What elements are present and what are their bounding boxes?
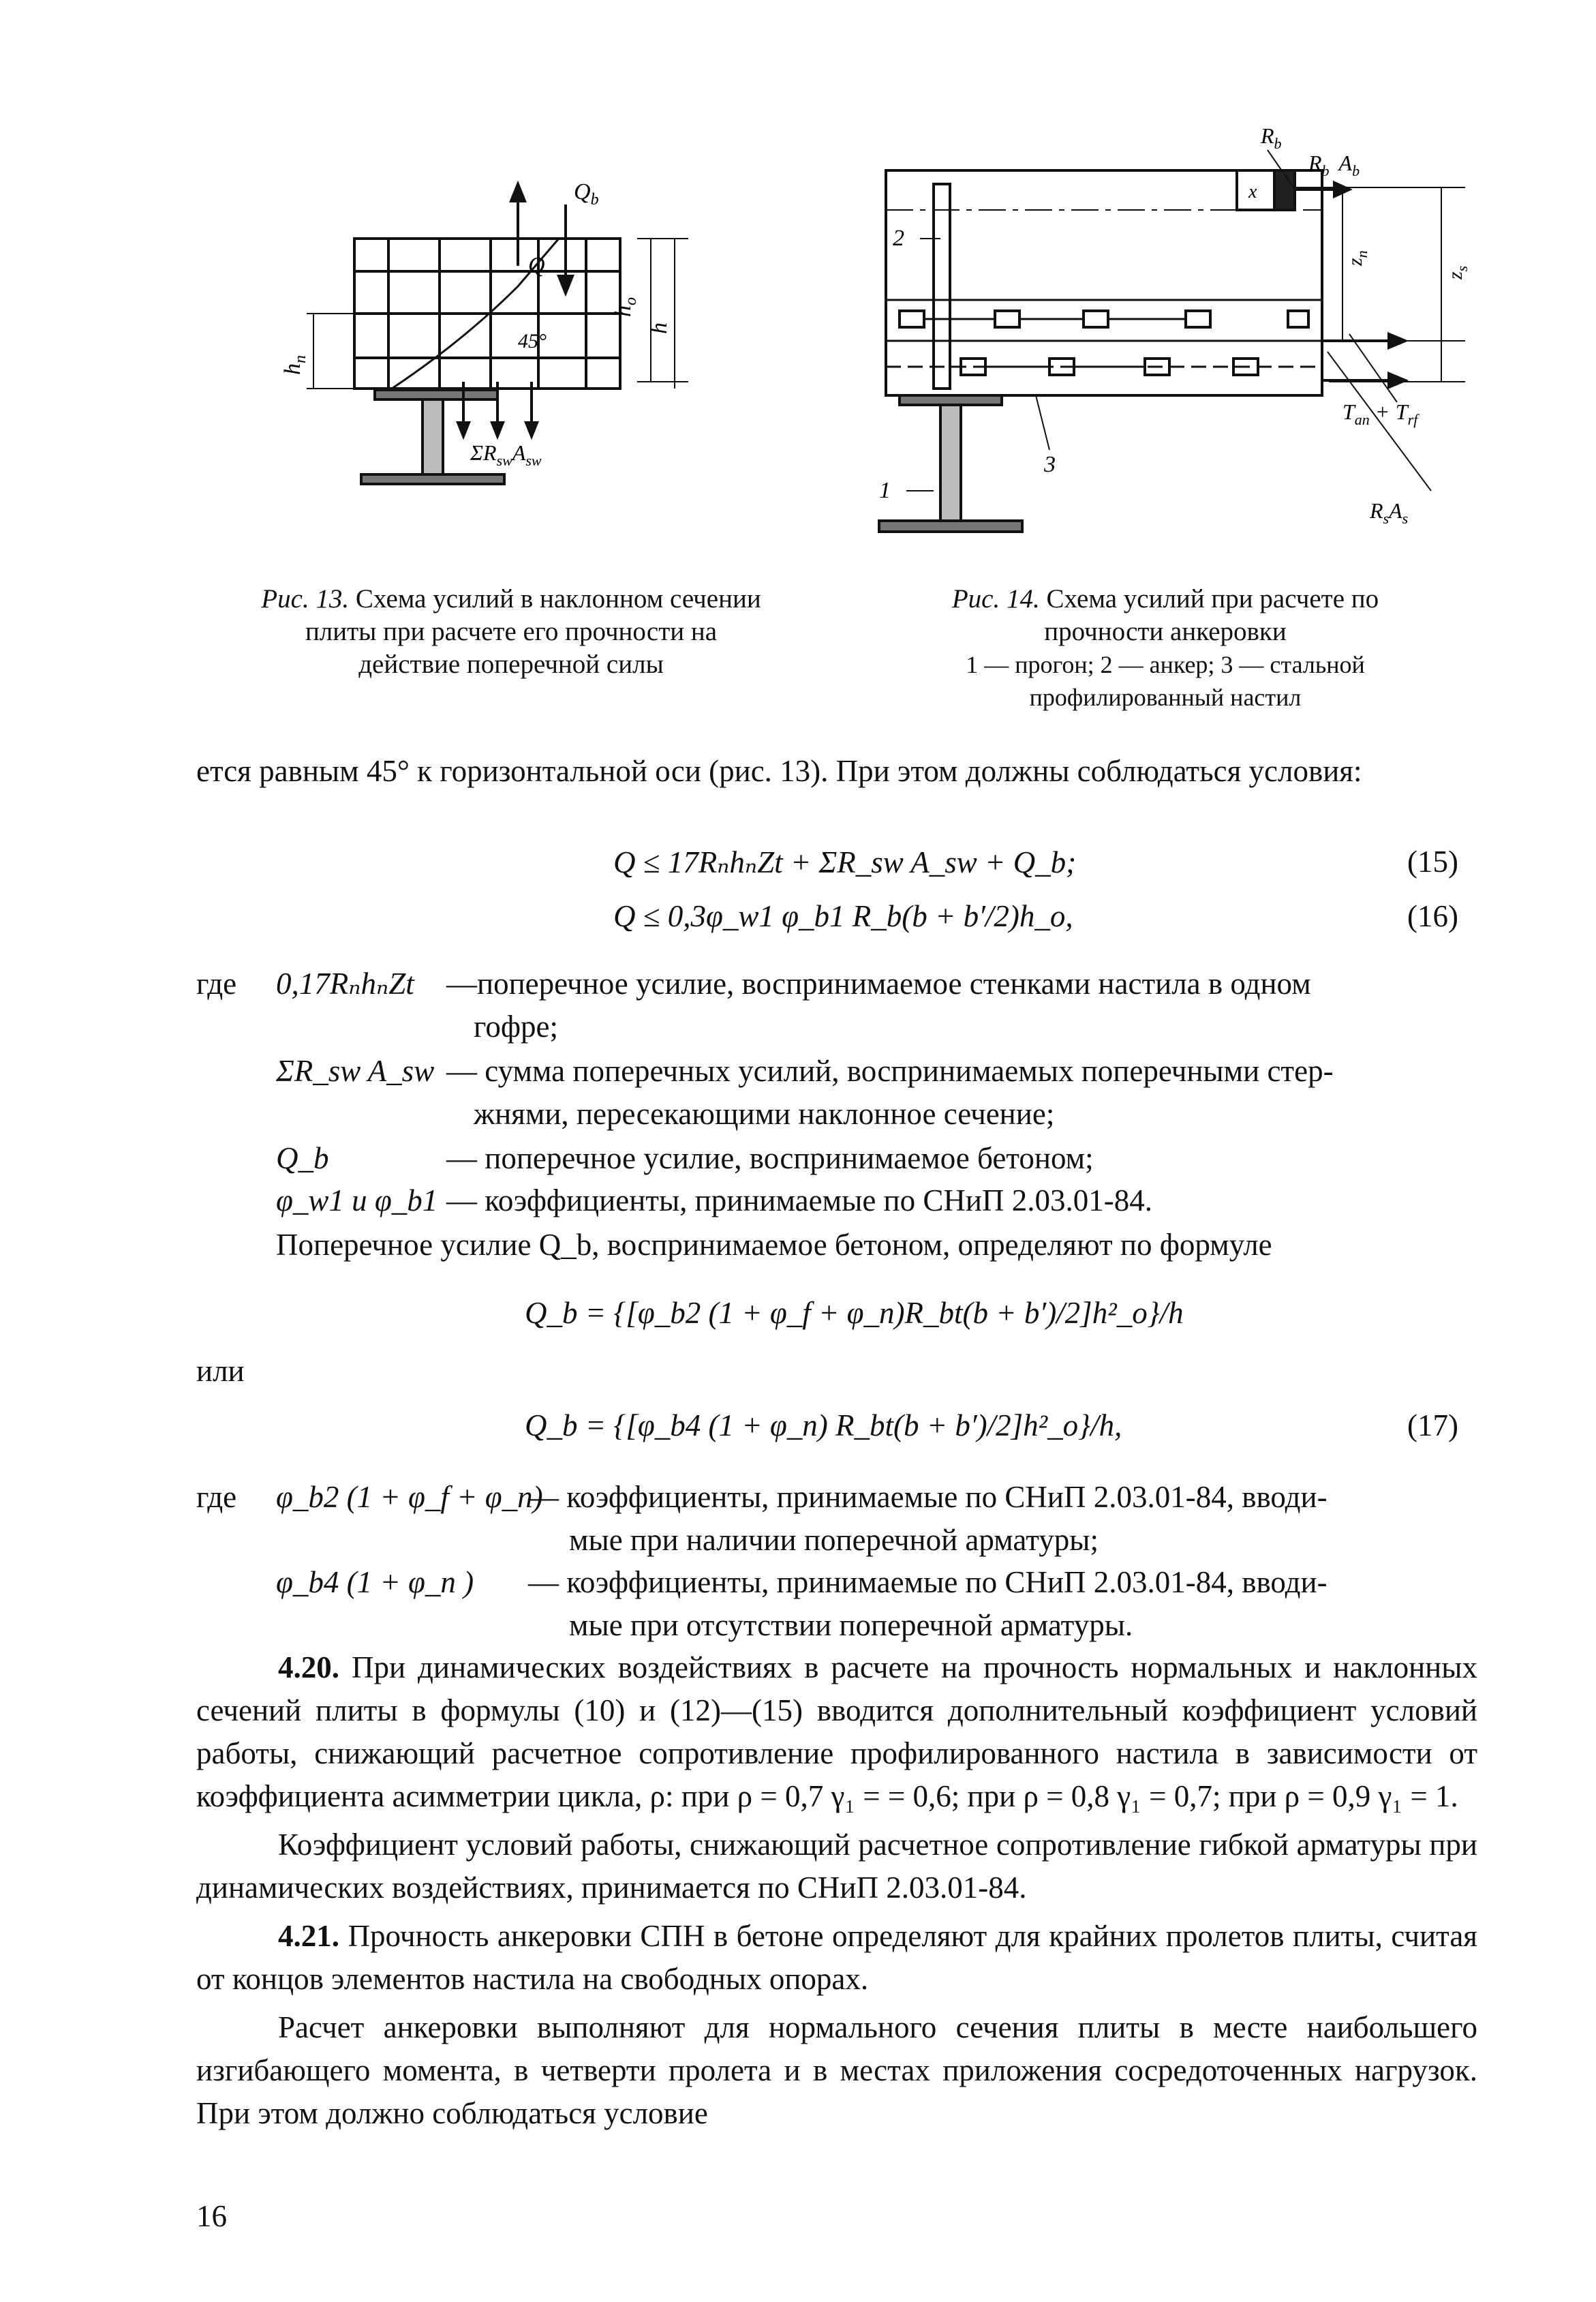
where-label-1: где <box>196 967 237 1001</box>
section-4-20-number: 4.20. <box>278 1650 339 1684</box>
figure-14-diagram <box>825 109 1479 559</box>
equation-qb: Q_b = {[φ_b2 (1 + φ_f + φ_n)R_bt(b + b′)/2]h²_o}/h <box>525 1296 1184 1330</box>
figure-13-caption: Рис. 13. Схема усилий в наклонном сечении плиты при расчете его прочности на действие поперечной силы <box>261 584 761 679</box>
fig13-label-ho: $h_o$ <box>611 297 640 317</box>
figure-13-diagram <box>259 150 695 504</box>
fig13-label-hn: $h_n$ <box>280 355 309 375</box>
fig14-label-rs-as: $R_sA_s$ <box>1370 498 1409 527</box>
fig14-label-rb-ab: $R_b$ $A_b$ <box>1308 151 1360 179</box>
equation-16-number: (16) <box>1407 899 1458 933</box>
fig13-label-q: Q <box>528 253 545 278</box>
section-4-21-number: 4.21. <box>278 1919 339 1953</box>
fig14-label-zn: $z_n$ <box>1344 250 1370 266</box>
fig14-label-3: 3 <box>1044 452 1056 477</box>
fig14-label-tan-trf: $T_{an} + T_{rf}$ <box>1342 399 1418 428</box>
where-1-text: —поперечное усилие, воспринимаемое стенками настила в одном гофре; <box>446 967 1311 1044</box>
fig14-label-1: 1 <box>879 478 891 503</box>
fig14-label-x: x <box>1248 181 1257 202</box>
fig14-label-rb-top: $R_b$ <box>1261 123 1282 152</box>
paragraph-qb-formula-intro: Поперечное усилие Q_b, воспринимаемое бетоном, определяют по формуле <box>276 1228 1272 1262</box>
where-5-symbol: φ_b2 (1 + φ_f + φ_n) <box>276 1480 543 1514</box>
fig13-label-angle: 45° <box>518 330 547 352</box>
where-2-symbol: ΣR_sw A_sw <box>276 1054 435 1088</box>
or-label: или <box>196 1354 245 1388</box>
equation-16: Q ≤ 0,3φ_w1 φ_b1 R_b(b + b′/2)h_o, <box>613 899 1073 933</box>
section-4-20: 4.20. При динамических воздействиях в расчете на прочность нормальных и наклонных сечений плиты в формулы (10) и (12)—(15) вводится дополнительный коэффициент условий работы, снижающий расчетное сопротивление профилированного настила в зависимости от коэффициента асимметрии цикла, ρ: при ρ = 0,7 γ₁ = = 0,6; при ρ = 0,8 γ₁ = 0,7; при ρ = 0,9 γ₁ = 1. Коэффициент условий работы, снижающий расчетное сопротивление гибкой арматуры при динамических воздействиях, принимается по СНиП 2.03.01-84. 4.21. Прочность анкеровки СПН в бетоне определяют для крайних пролетов плиты, считая от концов элементов настила на свободных опорах. Расчет анкеровки выполняют для нормального сечения плиты в месте наибольшего изгибающего момента, в четверти пролета и в местах приложения сосредоточенных нагрузок. При этом должно соблюдаться условие <box>196 1650 1478 2130</box>
where-4-text: — коэффициенты, принимаемые по СНиП 2.03.01-84. <box>446 1183 1152 1217</box>
where-3-symbol: Q_b <box>276 1141 329 1175</box>
equation-17: Q_b = {[φ_b4 (1 + φ_n) R_bt(b + b′)/2]h²_o}/h, <box>525 1408 1122 1442</box>
where-2-text: — сумма поперечных усилий, воспринимаемых поперечными стер- жнями, пересекающими наклонное сечение; <box>446 1054 1334 1131</box>
where-label-2: где <box>196 1480 237 1514</box>
page-number: 16 <box>196 2199 227 2233</box>
fig13-label-h: h <box>647 322 672 334</box>
where-4-symbol: φ_w1 и φ_b1 <box>276 1183 438 1217</box>
where-6-symbol: φ_b4 (1 + φ_n ) <box>276 1565 474 1599</box>
equation-15: Q ≤ 17RₙhₙZt + ΣR_sw A_sw + Q_b; <box>613 845 1077 879</box>
equation-15-number: (15) <box>1407 845 1458 879</box>
fig14-label-zs: $z_s$ <box>1444 265 1471 279</box>
paragraph-intro: ется равным 45° к горизонтальной оси (рис. 13). При этом должны соблюдаться условия: <box>196 754 1362 788</box>
fig13-label-qb: $Q_b$ <box>574 179 599 209</box>
fig13-label-sum: $\Sigma R_{sw}A_{sw}$ <box>470 440 542 469</box>
fig14-label-2: 2 <box>893 226 904 251</box>
where-6-text: — коэффициенты, принимаемые по СНиП 2.03.01-84, вводи- мые при отсутствии поперечной арматуры. <box>528 1565 1328 1642</box>
where-1-symbol: 0,17RₙhₙZt <box>276 967 414 1001</box>
where-3-text: — поперечное усилие, воспринимаемое бетоном; <box>446 1141 1094 1175</box>
where-5-text: — коэффициенты, принимаемые по СНиП 2.03.01-84, вводи- мые при наличии поперечной арматуры; <box>528 1480 1328 1557</box>
figure-14-caption: Рис. 14. Схема усилий при расчете по прочности анкеровки 1 — прогон; 2 — анкер; 3 — стальной профилированный настил <box>951 584 1379 711</box>
equation-17-number: (17) <box>1407 1408 1458 1442</box>
